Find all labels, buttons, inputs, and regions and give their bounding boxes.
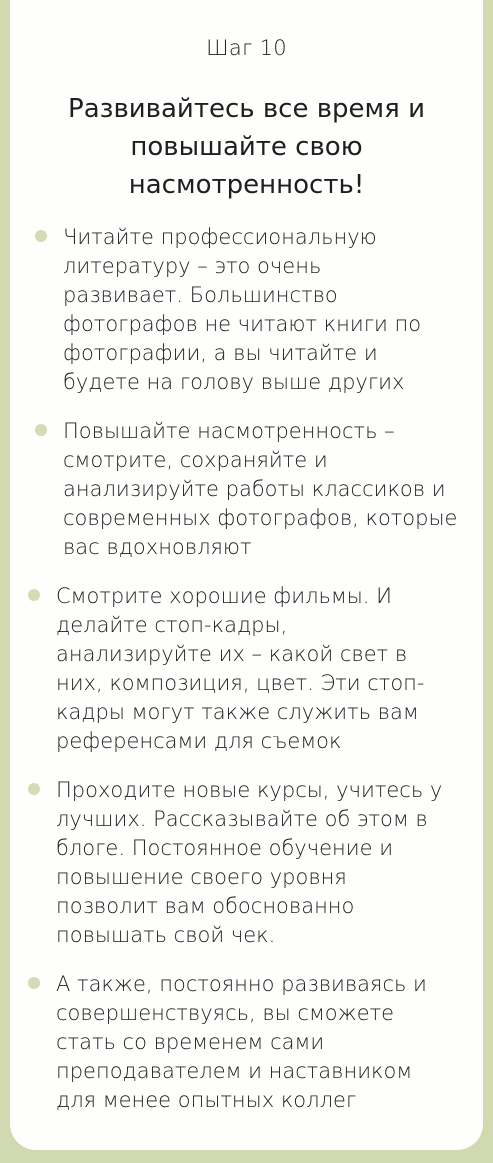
bullet-dot-icon	[28, 977, 40, 989]
bullet-text: Проходите новые курсы, учитесь у лучших. Рассказывайте об этом в блоге. Постоянное обучение и повышение своего уровня позволит вам обоснованно повышать свой чек.	[56, 778, 443, 947]
bullet-text: Повышайте насмотренность – смотрите, сохраняйте и анализируйте работы классиков и современных фотографов, которые вас вдохновляют	[63, 419, 458, 559]
bullet-dot-icon	[35, 424, 47, 436]
bullet-dot-icon	[28, 783, 40, 795]
bullet-text: Читайте профессиональную литературу – это очень развивает. Большинство фотографов не читают книги по фотографии, а вы читайте и будете на голову выше других	[63, 225, 422, 394]
step-label: Шаг 10	[206, 36, 287, 60]
bullet-text: А также, постоянно развиваясь и совершенствуясь, вы сможете стать со временем сами преподавателем и наставником для менее опытных коллег	[56, 972, 427, 1112]
bullet-dot-icon	[28, 589, 40, 601]
bullet-text: Смотрите хорошие фильмы. И делайте стоп-кадры, анализируйте их – какой свет в них, композиция, цвет. Эти стоп-кадры могут также служить вам референсами для съемок	[56, 584, 425, 753]
content-card	[10, 0, 483, 1150]
bullet-dot-icon	[35, 230, 47, 242]
bullet-list	[10, 0, 483, 1150]
headline: Развивайтесь все время и повышайте свою насмотренность!	[68, 94, 425, 200]
